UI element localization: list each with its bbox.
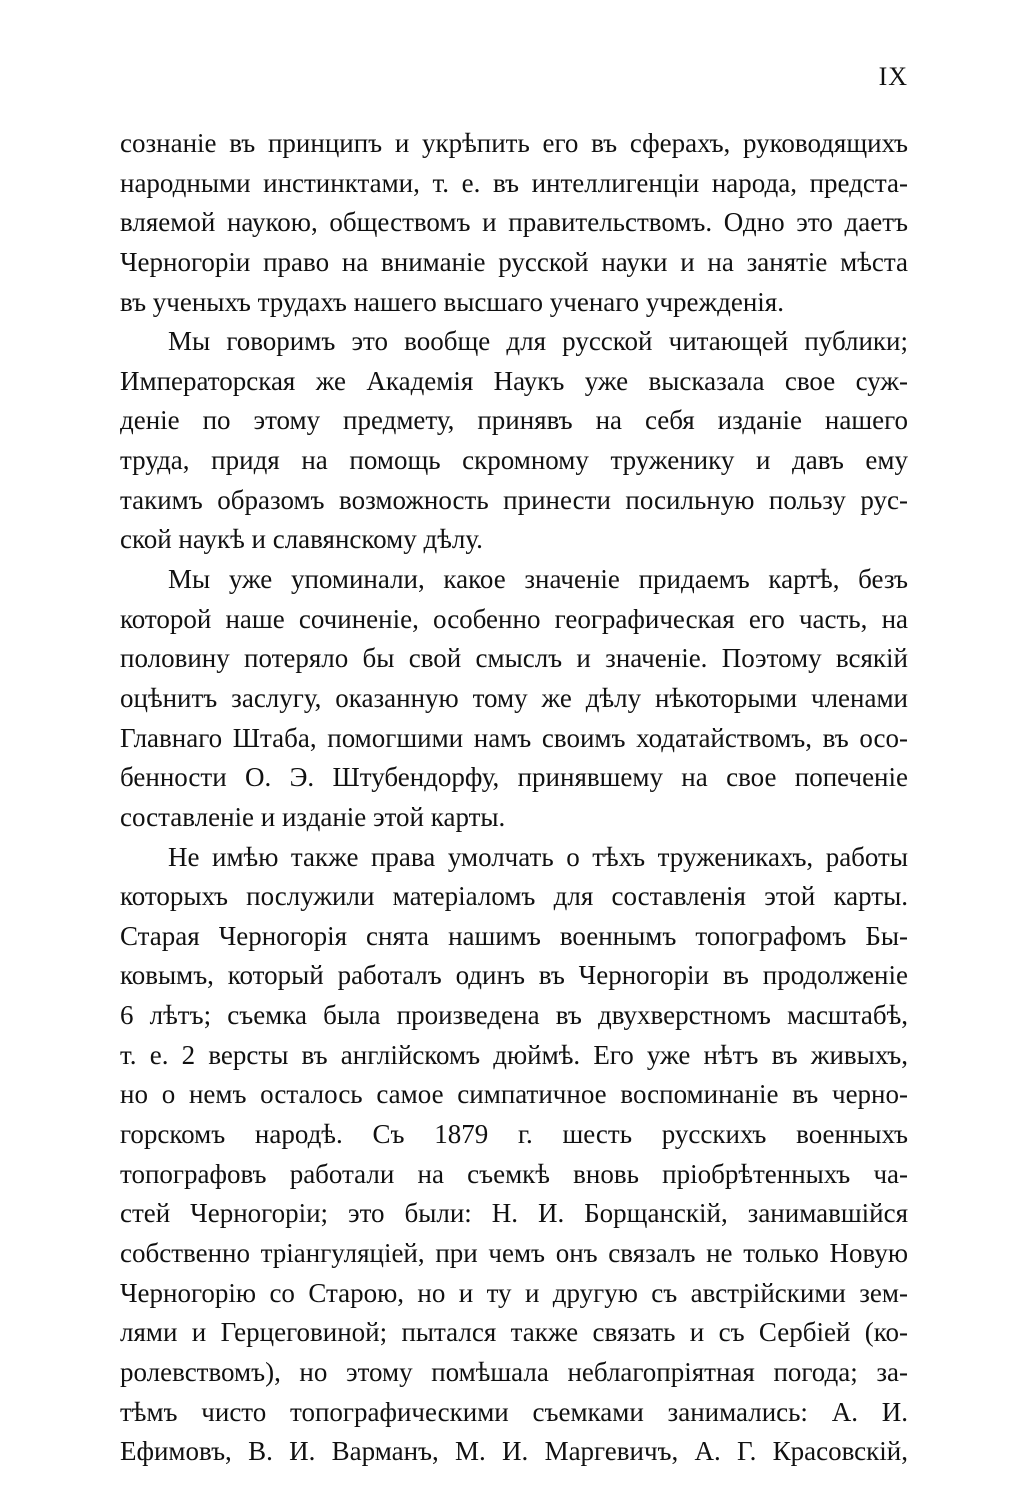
text-line: вляемой наукою, обществомъ и правительствомъ. Одно это даетъ (120, 207, 908, 238)
text-line: Черногоріи право на вниманіе русской науки и на занятіе мѣста (120, 246, 908, 277)
text-line: Мы говоримъ это вообще для русской читающей публики; (168, 326, 908, 357)
text-line: собственно тріангуляціей, при чемъ онъ связалъ не только Новую (120, 1237, 908, 1268)
text-line: въ ученыхъ трудахъ нашего высшаго ученаго учрежденія. (120, 286, 784, 317)
text-line: ролевствомъ), но этому помѣшала неблагопріятная погода; за- (120, 1356, 908, 1387)
text-line: Императорская же Академія Наукъ уже высказала свое суж- (120, 365, 908, 396)
text-line: народными инстинктами, т. е. въ интеллигенціи народа, предста- (120, 167, 908, 198)
text-line: Старая Черногорія снята нашимъ военнымъ топографомъ Бы- (120, 920, 908, 951)
paragraph (120, 124, 908, 322)
text-line: составленіе и изданіе этой карты. (120, 801, 506, 832)
paragraph (120, 560, 908, 837)
text-line: лями и Герцеговиной; пытался также связать и съ Сербіей (ко- (120, 1317, 908, 1348)
text-line: 6 лѣтъ; съемка была произведена въ двухверстномъ масштабѣ, (120, 1000, 908, 1031)
text-line: т. е. 2 версты въ англійскомъ дюймѣ. Его уже нѣтъ въ живыхъ, (120, 1039, 908, 1070)
paragraph (120, 322, 908, 560)
text-line: Черногорію со Старою, но и ту и другую съ австрійскими зем- (120, 1277, 908, 1308)
text-line: оцѣнитъ заслугу, оказанную тому же дѣлу нѣкоторыми членами (120, 682, 908, 713)
text-line: Ефимовъ, В. И. Варманъ, М. И. Маргевичъ, А. Г. Красовскій, (120, 1436, 908, 1467)
text-line: горскомъ народѣ. Съ 1879 г. шесть русскихъ военныхъ (120, 1119, 908, 1150)
text-line: стей Черногоріи; это были: Н. И. Борщанскій, занимавшійся (120, 1198, 908, 1229)
body-text (120, 124, 908, 1472)
text-line: Не имѣю также права умолчать о тѣхъ труженикахъ, работы (168, 841, 908, 872)
text-line: сознаніе въ принципъ и укрѣпить его въ сферахъ, руководящихъ (120, 128, 908, 158)
text-line: половину потеряло бы свой смыслъ и значеніе. Поэтому всякій (120, 643, 908, 674)
text-line: ковымъ, который работалъ одинъ въ Черногоріи въ продолженіе (120, 960, 908, 991)
text-line: Мы уже упоминали, какое значеніе придаемъ картѣ, безъ (168, 564, 908, 595)
text-line: ской наукѣ и славянскому дѣлу. (120, 524, 483, 555)
text-line: такимъ образомъ возможность принести посильную пользу рус- (120, 484, 908, 515)
text-line: тѣмъ чисто топографическими съемками занимались: А. И. (120, 1396, 908, 1427)
text-line: Главнаго Штаба, помогшими намъ своимъ ходатайствомъ, въ осо- (120, 722, 908, 753)
text-line: топографовъ работали на съемкѣ вновь пріобрѣтенныхъ ча- (120, 1158, 908, 1189)
paragraph (120, 838, 908, 1472)
text-line: труда, придя на помощь скромному труженику и давъ ему (120, 445, 908, 476)
text-line: деніе по этому предмету, принявъ на себя изданіе нашего (120, 405, 908, 436)
text-line: которой наше сочиненіе, особенно географическая его часть, на (120, 603, 908, 634)
text-line: но о немъ осталось самое симпатичное воспоминаніе въ черно- (120, 1079, 908, 1110)
text-line: бенности О. Э. Штубендорфу, принявшему на свое попеченіе (120, 762, 908, 793)
text-line: которыхъ послужили матеріаломъ для составленія этой карты. (120, 881, 908, 912)
page-number: IX (878, 62, 908, 91)
